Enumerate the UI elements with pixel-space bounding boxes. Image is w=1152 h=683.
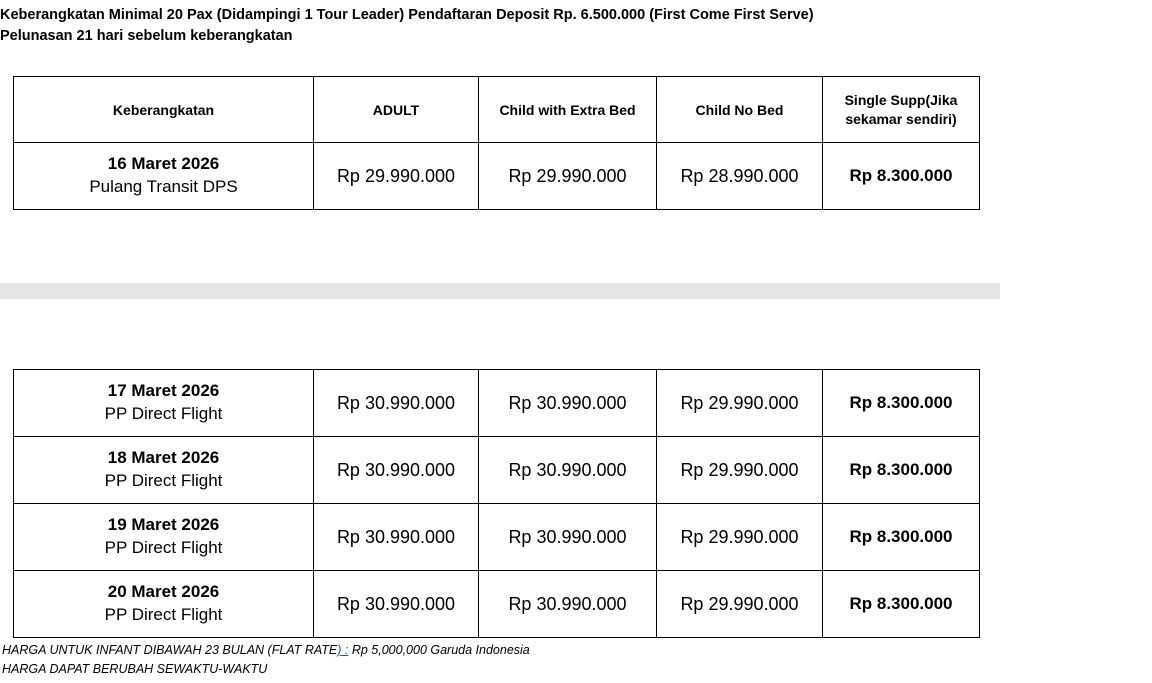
footer-infant-text: HARGA UNTUK INFANT DIBAWAH 23 BULAN (FLAT RATE <box>2 643 338 657</box>
price-adult: Rp 29.990.000 <box>314 143 479 210</box>
departure-cell <box>14 437 314 504</box>
departure-cell <box>14 504 314 571</box>
price-adult: Rp 30.990.000 <box>314 504 479 571</box>
table-row <box>14 504 980 571</box>
price-adult: Rp 30.990.000 <box>314 370 479 437</box>
price-single-supp: Rp 8.300.000 <box>823 504 980 571</box>
column-header-adult: ADULT <box>314 77 479 143</box>
price-table-bottom <box>13 369 980 638</box>
footer-note-price-change: HARGA DAPAT BERUBAH SEWAKTU-WAKTU <box>2 662 268 677</box>
column-header-single-supp <box>823 77 980 143</box>
column-header-child-extra-bed: Child with Extra Bed <box>479 77 657 143</box>
price-single-supp: Rp 8.300.000 <box>823 143 980 210</box>
footer-note-infant <box>2 641 530 660</box>
header-note-line-2: Pelunasan 21 hari sebelum keberangkatan <box>0 28 293 45</box>
departure-cell <box>14 571 314 638</box>
departure-route: PP Direct Flight <box>104 471 223 490</box>
price-table-top <box>13 76 980 210</box>
departure-date: 20 Maret 2026 <box>107 582 220 602</box>
footer-notes <box>2 641 530 680</box>
departure-cell <box>14 370 314 437</box>
table-row <box>14 370 980 437</box>
footer-infant-link[interactable]: ) : <box>337 643 349 657</box>
price-single-supp: Rp 8.300.000 <box>823 437 980 504</box>
departure-route: Pulang Transit DPS <box>89 177 238 196</box>
price-child-no-bed: Rp 29.990.000 <box>657 437 823 504</box>
single-supp-line-1: Single Supp(Jika <box>844 91 958 108</box>
section-separator-bar <box>0 283 1000 299</box>
column-header-keberangkatan: Keberangkatan <box>14 77 314 143</box>
price-child-extra-bed: Rp 30.990.000 <box>479 370 657 437</box>
departure-route: PP Direct Flight <box>104 404 223 423</box>
header-note-line-1: Keberangkatan Minimal 20 Pax (Didampingi 1 Tour Leader) Pendaftaran Deposit Rp. 6.500.000 (First Come First Serve) <box>0 7 814 23</box>
price-adult: Rp 30.990.000 <box>314 437 479 504</box>
price-child-no-bed: Rp 28.990.000 <box>657 143 823 210</box>
price-child-no-bed: Rp 29.990.000 <box>657 370 823 437</box>
departure-date: 18 Maret 2026 <box>107 448 220 468</box>
price-child-extra-bed: Rp 30.990.000 <box>479 571 657 638</box>
departure-date: 16 Maret 2026 <box>107 154 220 174</box>
footer-infant-rate: Rp 5,000,000 Garuda Indonesia <box>348 643 530 657</box>
table-row <box>14 437 980 504</box>
price-child-extra-bed: Rp 29.990.000 <box>479 143 657 210</box>
departure-date: 19 Maret 2026 <box>107 515 220 535</box>
column-header-child-no-bed: Child No Bed <box>657 77 823 143</box>
departure-cell <box>14 143 314 210</box>
price-single-supp: Rp 8.300.000 <box>823 370 980 437</box>
price-child-extra-bed: Rp 30.990.000 <box>479 437 657 504</box>
header-notes <box>0 5 1000 47</box>
price-single-supp: Rp 8.300.000 <box>823 571 980 638</box>
departure-route: PP Direct Flight <box>104 605 223 624</box>
table-row <box>14 143 980 210</box>
departure-date: 17 Maret 2026 <box>107 381 220 401</box>
table-header-row <box>14 77 980 143</box>
single-supp-line-2: sekamar sendiri) <box>845 110 957 127</box>
price-child-no-bed: Rp 29.990.000 <box>657 571 823 638</box>
table-row <box>14 571 980 638</box>
price-child-no-bed: Rp 29.990.000 <box>657 504 823 571</box>
price-child-extra-bed: Rp 30.990.000 <box>479 504 657 571</box>
departure-route: PP Direct Flight <box>104 538 223 557</box>
price-adult: Rp 30.990.000 <box>314 571 479 638</box>
